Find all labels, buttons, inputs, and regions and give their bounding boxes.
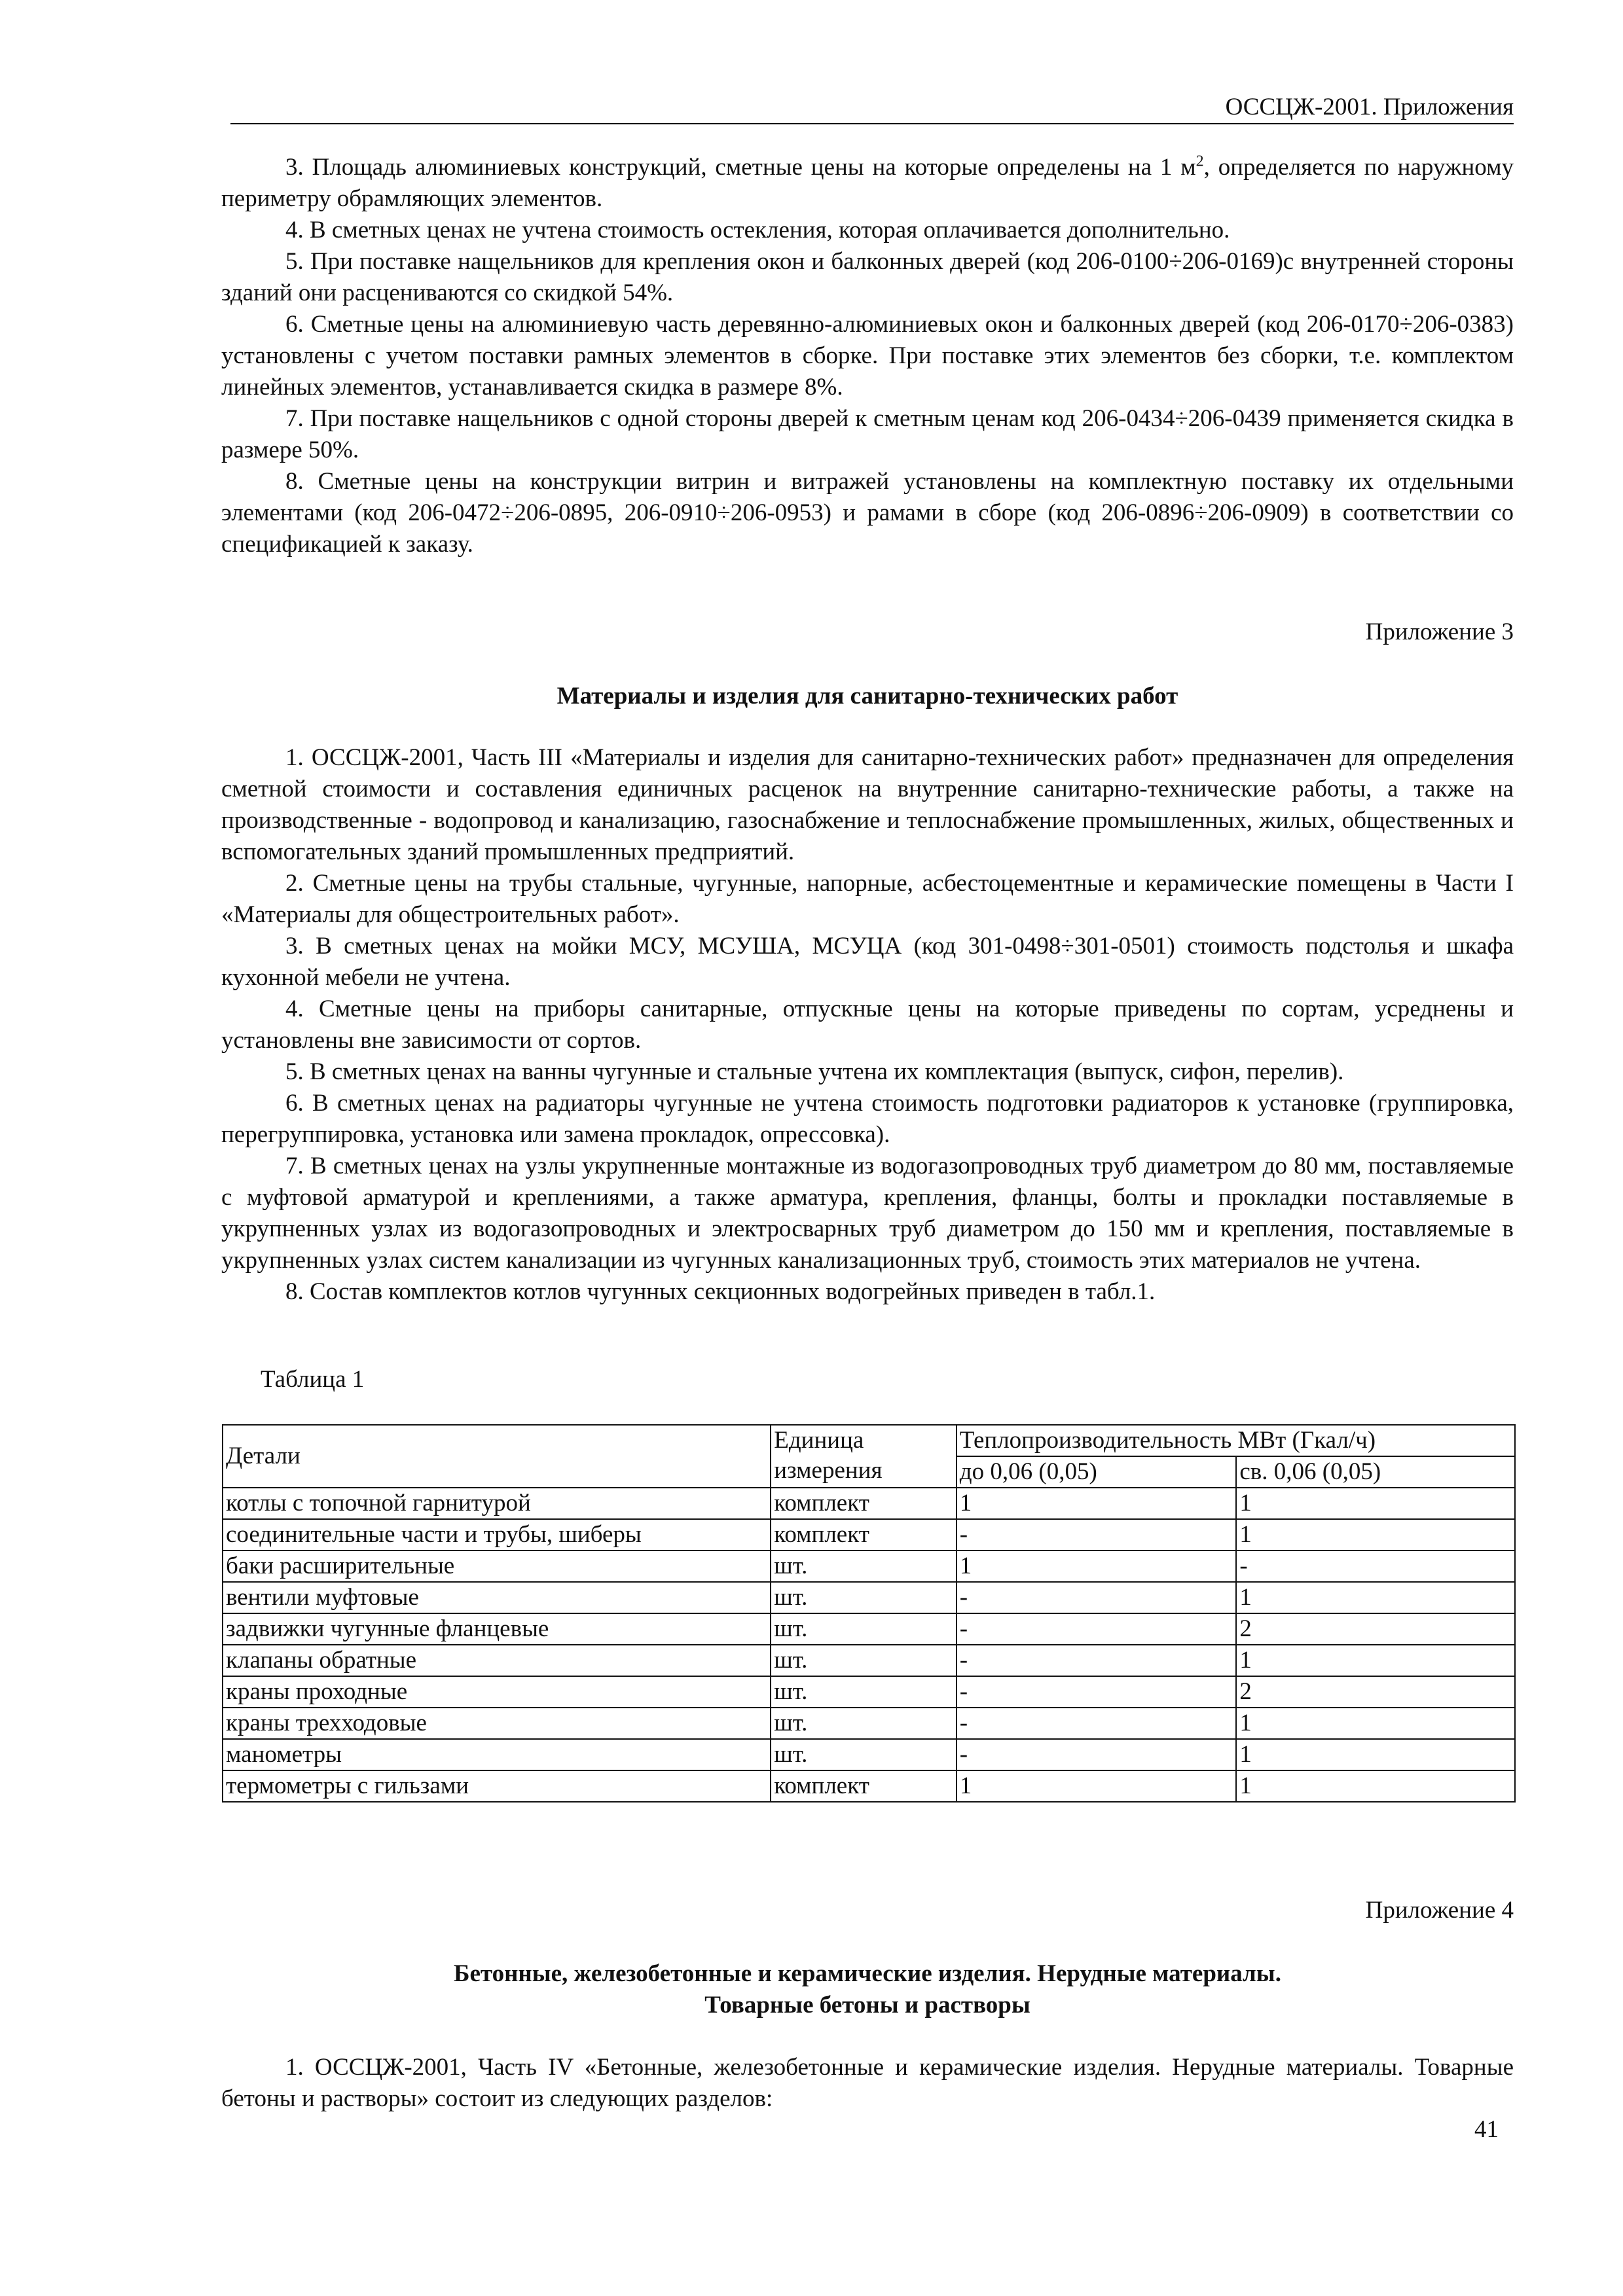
cell-detail: краны трехходовые bbox=[223, 1708, 771, 1739]
cell-unit: шт. bbox=[771, 1551, 957, 1582]
table-row bbox=[223, 1708, 1515, 1739]
annex3-title: Материалы и изделия для санитарно-технических работ bbox=[556, 683, 1178, 709]
annex3-body bbox=[221, 742, 1514, 1308]
table-row bbox=[223, 1676, 1515, 1708]
cell-detail: клапаны обратные bbox=[223, 1645, 771, 1676]
cell-over: 1 bbox=[1236, 1708, 1515, 1739]
cell-unit: комплект bbox=[771, 1770, 957, 1802]
cell-over: 2 bbox=[1236, 1676, 1515, 1708]
cell-detail: соединительные части и трубы, шиберы bbox=[223, 1519, 771, 1551]
p3-superscript: 2 bbox=[1195, 152, 1204, 170]
header-unit bbox=[771, 1425, 957, 1488]
paragraph-6: 6. Сметные цены на алюминиевую часть деревянно-алюминиевых окон и балконных дверей (код 206-0170÷206-0383) установлены с учетом поставки рамных элементов в сборке. При поставке этих элементов без сборки, т.е. комплектом линейных элементов, устанавливается скидка в размере 8%. bbox=[221, 311, 1514, 401]
cell-unit: шт. bbox=[771, 1582, 957, 1613]
header-rule bbox=[230, 123, 1514, 124]
cell-detail: краны проходные bbox=[223, 1676, 771, 1708]
cell-unit: шт. bbox=[771, 1739, 957, 1770]
cell-over: 1 bbox=[1236, 1739, 1515, 1770]
annex3-paragraph-8: 8. Состав комплектов котлов чугунных секционных водогрейных приведен в табл.1. bbox=[285, 1278, 1156, 1305]
header-over: св. 0,06 (0,05) bbox=[1236, 1456, 1515, 1488]
cell-unit: комплект bbox=[771, 1519, 957, 1551]
table-row bbox=[223, 1770, 1515, 1802]
annex4-title-line1: Бетонные, железобетонные и керамические изделия. Нерудные материалы. bbox=[454, 1960, 1281, 1987]
cell-up-to: - bbox=[957, 1613, 1237, 1645]
cell-unit: шт. bbox=[771, 1613, 957, 1645]
cell-up-to: - bbox=[957, 1582, 1237, 1613]
cell-detail: задвижки чугунные фланцевые bbox=[223, 1613, 771, 1645]
cell-over: 1 bbox=[1236, 1519, 1515, 1551]
cell-up-to: - bbox=[957, 1519, 1237, 1551]
table-row bbox=[223, 1613, 1515, 1645]
cell-detail: манометры bbox=[223, 1739, 771, 1770]
cell-detail: баки расширительные bbox=[223, 1551, 771, 1582]
cell-over: 1 bbox=[1236, 1582, 1515, 1613]
cell-up-to: - bbox=[957, 1676, 1237, 1708]
header-capacity: Теплопроизводительность МВт (Гкал/ч) bbox=[957, 1425, 1515, 1456]
p3-text: 3. Площадь алюминиевых конструкций, сметные цены на которые определены на 1 м bbox=[285, 154, 1196, 181]
cell-unit: шт. bbox=[771, 1645, 957, 1676]
cell-up-to: - bbox=[957, 1645, 1237, 1676]
annex4-paragraph-1: 1. ОССЦЖ-2001, Часть IV «Бетонные, железобетонные и керамические изделия. Нерудные материалы. Товарные бетоны и растворы» состоит из следующих разделов: bbox=[221, 2054, 1514, 2112]
cell-over: - bbox=[1236, 1551, 1515, 1582]
cell-up-to: - bbox=[957, 1739, 1237, 1770]
table-row bbox=[223, 1645, 1515, 1676]
paragraph-4: 4. В сметных ценах не учтена стоимость остекления, которая оплачивается дополнительно. bbox=[285, 217, 1230, 243]
annex3-paragraph-2: 2. Сметные цены на трубы стальные, чугунные, напорные, асбестоцементные и керамические помещены в Части I «Материалы для общестроительных работ». bbox=[221, 870, 1514, 928]
annex3-label: Приложение 3 bbox=[1365, 619, 1514, 645]
p3-text-end: , определяется по наружному периметру обрамляющих элементов. bbox=[221, 154, 1514, 212]
annex3-paragraph-4: 4. Сметные цены на приборы санитарные, отпускные цены на которые приведены по сортам, усреднены и установлены вне зависимости от сортов. bbox=[221, 996, 1514, 1054]
header-up-to: до 0,06 (0,05) bbox=[957, 1456, 1237, 1488]
cell-over: 2 bbox=[1236, 1613, 1515, 1645]
cell-over: 1 bbox=[1236, 1770, 1515, 1802]
annex3-paragraph-5: 5. В сметных ценах на ванны чугунные и стальные учтена их комплектация (выпуск, сифон, перелив). bbox=[285, 1058, 1344, 1085]
header-details: Детали bbox=[223, 1425, 771, 1488]
cell-up-to: 1 bbox=[957, 1551, 1237, 1582]
table-caption: Таблица 1 bbox=[261, 1366, 365, 1393]
paragraph-8: 8. Сметные цены на конструкции витрин и витражей установлены на комплектную поставку их отдельными элементами (код 206-0472÷206-0895, 206-0910÷206-0953) и рамами в сборе (код 206-0896÷206-0909) в соответствии со спецификацией к заказу. bbox=[221, 468, 1514, 558]
annex4-title bbox=[221, 1958, 1514, 2021]
annex4-title-line2: Товарные бетоны и растворы bbox=[704, 1992, 1030, 2018]
boiler-components-table bbox=[222, 1424, 1516, 1803]
annex3-paragraph-1: 1. ОССЦЖ-2001, Часть III «Материалы и изделия для санитарно-технических работ» предназначен для определения сметной стоимости и составления единичных расценок на внутренние санитарно-технические работы, а также на производственные - водопровод и канализацию, газоснабжение и теплоснабжение промышленных, жилых, общественных и вспомогательных зданий промышленных предприятий. bbox=[221, 744, 1514, 865]
cell-unit: шт. bbox=[771, 1708, 957, 1739]
cell-detail: термометры с гильзами bbox=[223, 1770, 771, 1802]
page-number: 41 bbox=[1474, 2116, 1499, 2143]
cell-over: 1 bbox=[1236, 1488, 1515, 1519]
table-row bbox=[223, 1551, 1515, 1582]
paragraph-5: 5. При поставке нащельников для крепления окон и балконных дверей (код 206-0100÷206-0169)с внутренней стороны зданий они расцениваются со скидкой 54%. bbox=[221, 248, 1514, 306]
table-header-row bbox=[223, 1425, 1515, 1456]
cell-over: 1 bbox=[1236, 1645, 1515, 1676]
table-row bbox=[223, 1488, 1515, 1519]
paragraph-7: 7. При поставке нащельников с одной стороны дверей к сметным ценам код 206-0434÷206-0439 применяется скидка в размере 50%. bbox=[221, 405, 1514, 463]
cell-detail: котлы с топочной гарнитурой bbox=[223, 1488, 771, 1519]
table-row bbox=[223, 1739, 1515, 1770]
annex3-paragraph-6: 6. В сметных ценах на радиаторы чугунные не учтена стоимость подготовки радиаторов к установке (группировка, перегруппировка, установка или замена прокладок, опрессовка). bbox=[221, 1090, 1514, 1148]
cell-unit: шт. bbox=[771, 1676, 957, 1708]
running-head: ОССЦЖ-2001. Приложения bbox=[1225, 94, 1514, 120]
header-unit-line1: Единица bbox=[774, 1427, 864, 1454]
header-unit-line2: измерения bbox=[774, 1457, 883, 1484]
cell-up-to: 1 bbox=[957, 1488, 1237, 1519]
paragraph-3 bbox=[221, 152, 1514, 215]
cell-detail: вентили муфтовые bbox=[223, 1582, 771, 1613]
table-row bbox=[223, 1519, 1515, 1551]
top-section bbox=[221, 152, 1514, 560]
annex3-paragraph-3: 3. В сметных ценах на мойки МСУ, МСУША, МСУЦА (код 301-0498÷301-0501) стоимость подстолья и шкафа кухонной мебели не учтена. bbox=[221, 933, 1514, 991]
cell-up-to: 1 bbox=[957, 1770, 1237, 1802]
annex4-body bbox=[221, 2052, 1514, 2115]
annex3-paragraph-7: 7. В сметных ценах на узлы укрупненные монтажные из водогазопроводных труб диаметром до 80 мм, поставляемые с муфтовой арматурой и креплениями, а также арматура, крепления, фланцы, болты и прокладки поставляемые в укрупненных узлах из водогазопроводных и электросварных труб диаметром до 150 мм и крепления, поставляемые в укрупненных узлах систем канализации из чугунных канализационных труб, стоимость этих материалов не учтена. bbox=[221, 1153, 1514, 1274]
cell-up-to: - bbox=[957, 1708, 1237, 1739]
annex4-label: Приложение 4 bbox=[1365, 1897, 1514, 1924]
table-row bbox=[223, 1582, 1515, 1613]
cell-unit: комплект bbox=[771, 1488, 957, 1519]
